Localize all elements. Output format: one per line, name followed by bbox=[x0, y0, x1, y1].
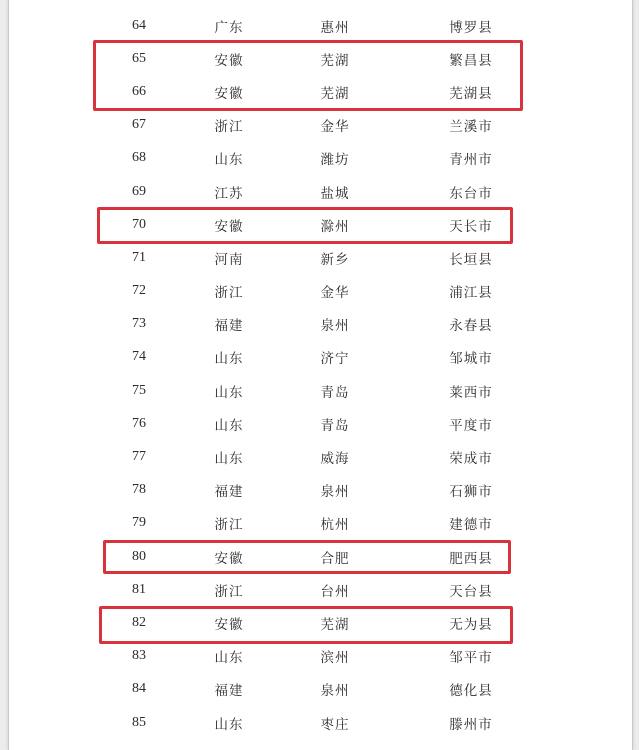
county-cell: 荣成市 bbox=[449, 451, 493, 468]
county-cell: 天台县 bbox=[449, 583, 493, 600]
city-cell: 青岛 bbox=[320, 417, 350, 434]
county-cell: 长垣县 bbox=[449, 251, 493, 268]
county-cell: 芜湖县 bbox=[449, 85, 493, 102]
province-cell: 安徽 bbox=[214, 52, 244, 69]
county-cell: 青州市 bbox=[449, 152, 493, 169]
row-number: 74 bbox=[132, 349, 146, 365]
city-cell: 金华 bbox=[320, 285, 350, 302]
county-cell: 繁昌县 bbox=[449, 52, 493, 69]
city-cell: 青岛 bbox=[320, 384, 350, 401]
city-cell: 杭州 bbox=[320, 517, 350, 534]
table-row bbox=[9, 208, 632, 241]
table-row bbox=[9, 706, 632, 739]
table-row bbox=[9, 142, 632, 175]
province-cell: 福建 bbox=[214, 318, 244, 335]
row-number: 81 bbox=[132, 581, 146, 597]
county-cell: 浦江县 bbox=[449, 285, 493, 302]
city-cell: 金华 bbox=[320, 119, 350, 136]
row-number: 77 bbox=[132, 449, 146, 465]
row-number: 70 bbox=[132, 216, 146, 232]
city-cell: 台州 bbox=[320, 583, 350, 600]
row-number: 71 bbox=[132, 249, 146, 265]
county-cell: 兰溪市 bbox=[449, 119, 493, 136]
table-row bbox=[9, 42, 632, 75]
row-number: 73 bbox=[132, 316, 146, 332]
city-cell: 泉州 bbox=[320, 683, 350, 700]
table-row bbox=[9, 175, 632, 208]
county-cell: 邹平市 bbox=[449, 650, 493, 667]
province-cell: 安徽 bbox=[214, 218, 244, 235]
table-row bbox=[9, 109, 632, 142]
table-row bbox=[9, 573, 632, 606]
county-cell: 邹城市 bbox=[449, 351, 493, 368]
province-cell: 山东 bbox=[214, 152, 244, 169]
row-number: 67 bbox=[132, 117, 146, 133]
city-cell: 新乡 bbox=[320, 251, 350, 268]
row-number: 66 bbox=[132, 83, 146, 99]
table-row bbox=[9, 640, 632, 673]
table-row bbox=[9, 507, 632, 540]
county-cell: 永春县 bbox=[449, 318, 493, 335]
province-cell: 安徽 bbox=[214, 550, 244, 567]
city-cell: 泉州 bbox=[320, 318, 350, 335]
row-number: 83 bbox=[132, 648, 146, 664]
table-row bbox=[9, 440, 632, 473]
city-cell: 滁州 bbox=[320, 218, 350, 235]
table-row bbox=[9, 9, 632, 42]
row-number: 69 bbox=[132, 183, 146, 199]
row-number: 65 bbox=[132, 50, 146, 66]
county-cell: 石狮市 bbox=[449, 484, 493, 501]
province-cell: 河南 bbox=[214, 251, 244, 268]
row-number: 82 bbox=[132, 614, 146, 630]
province-cell: 山东 bbox=[214, 351, 244, 368]
table-row bbox=[9, 75, 632, 108]
province-cell: 浙江 bbox=[214, 285, 244, 302]
province-cell: 浙江 bbox=[214, 583, 244, 600]
table-row bbox=[9, 606, 632, 639]
row-number: 84 bbox=[132, 681, 146, 697]
county-cell: 滕州市 bbox=[449, 716, 493, 733]
province-cell: 山东 bbox=[214, 716, 244, 733]
province-cell: 浙江 bbox=[214, 517, 244, 534]
city-cell: 潍坊 bbox=[320, 152, 350, 169]
table-row bbox=[9, 407, 632, 440]
table-row bbox=[9, 540, 632, 573]
table-row bbox=[9, 673, 632, 706]
row-number: 75 bbox=[132, 382, 146, 398]
province-cell: 山东 bbox=[214, 417, 244, 434]
county-cell: 莱西市 bbox=[449, 384, 493, 401]
city-cell: 泉州 bbox=[320, 484, 350, 501]
county-cell: 天长市 bbox=[449, 218, 493, 235]
table-row bbox=[9, 241, 632, 274]
county-cell: 德化县 bbox=[449, 683, 493, 700]
document-page bbox=[8, 0, 633, 750]
county-cell: 东台市 bbox=[449, 185, 493, 202]
city-cell: 枣庄 bbox=[320, 716, 350, 733]
row-number: 68 bbox=[132, 150, 146, 166]
row-number: 76 bbox=[132, 415, 146, 431]
city-cell: 济宁 bbox=[320, 351, 350, 368]
province-cell: 江苏 bbox=[214, 185, 244, 202]
province-cell: 山东 bbox=[214, 384, 244, 401]
city-cell: 惠州 bbox=[320, 19, 350, 36]
county-table bbox=[9, 9, 632, 739]
city-cell: 威海 bbox=[320, 451, 350, 468]
city-cell: 盐城 bbox=[320, 185, 350, 202]
province-cell: 山东 bbox=[214, 451, 244, 468]
province-cell: 浙江 bbox=[214, 119, 244, 136]
row-number: 72 bbox=[132, 283, 146, 299]
city-cell: 滨州 bbox=[320, 650, 350, 667]
table-row bbox=[9, 374, 632, 407]
row-number: 80 bbox=[132, 548, 146, 564]
city-cell: 芜湖 bbox=[320, 616, 350, 633]
row-number: 85 bbox=[132, 714, 146, 730]
province-cell: 福建 bbox=[214, 683, 244, 700]
province-cell: 安徽 bbox=[214, 616, 244, 633]
county-cell: 博罗县 bbox=[449, 19, 493, 36]
province-cell: 广东 bbox=[214, 19, 244, 36]
row-number: 64 bbox=[132, 17, 146, 33]
row-number: 79 bbox=[132, 515, 146, 531]
city-cell: 芜湖 bbox=[320, 52, 350, 69]
table-row bbox=[9, 341, 632, 374]
county-cell: 肥西县 bbox=[449, 550, 493, 567]
county-cell: 无为县 bbox=[449, 616, 493, 633]
city-cell: 芜湖 bbox=[320, 85, 350, 102]
table-row bbox=[9, 275, 632, 308]
province-cell: 福建 bbox=[214, 484, 244, 501]
county-cell: 建德市 bbox=[449, 517, 493, 534]
county-cell: 平度市 bbox=[449, 417, 493, 434]
row-number: 78 bbox=[132, 482, 146, 498]
city-cell: 合肥 bbox=[320, 550, 350, 567]
province-cell: 山东 bbox=[214, 650, 244, 667]
table-row bbox=[9, 474, 632, 507]
province-cell: 安徽 bbox=[214, 85, 244, 102]
table-row bbox=[9, 308, 632, 341]
